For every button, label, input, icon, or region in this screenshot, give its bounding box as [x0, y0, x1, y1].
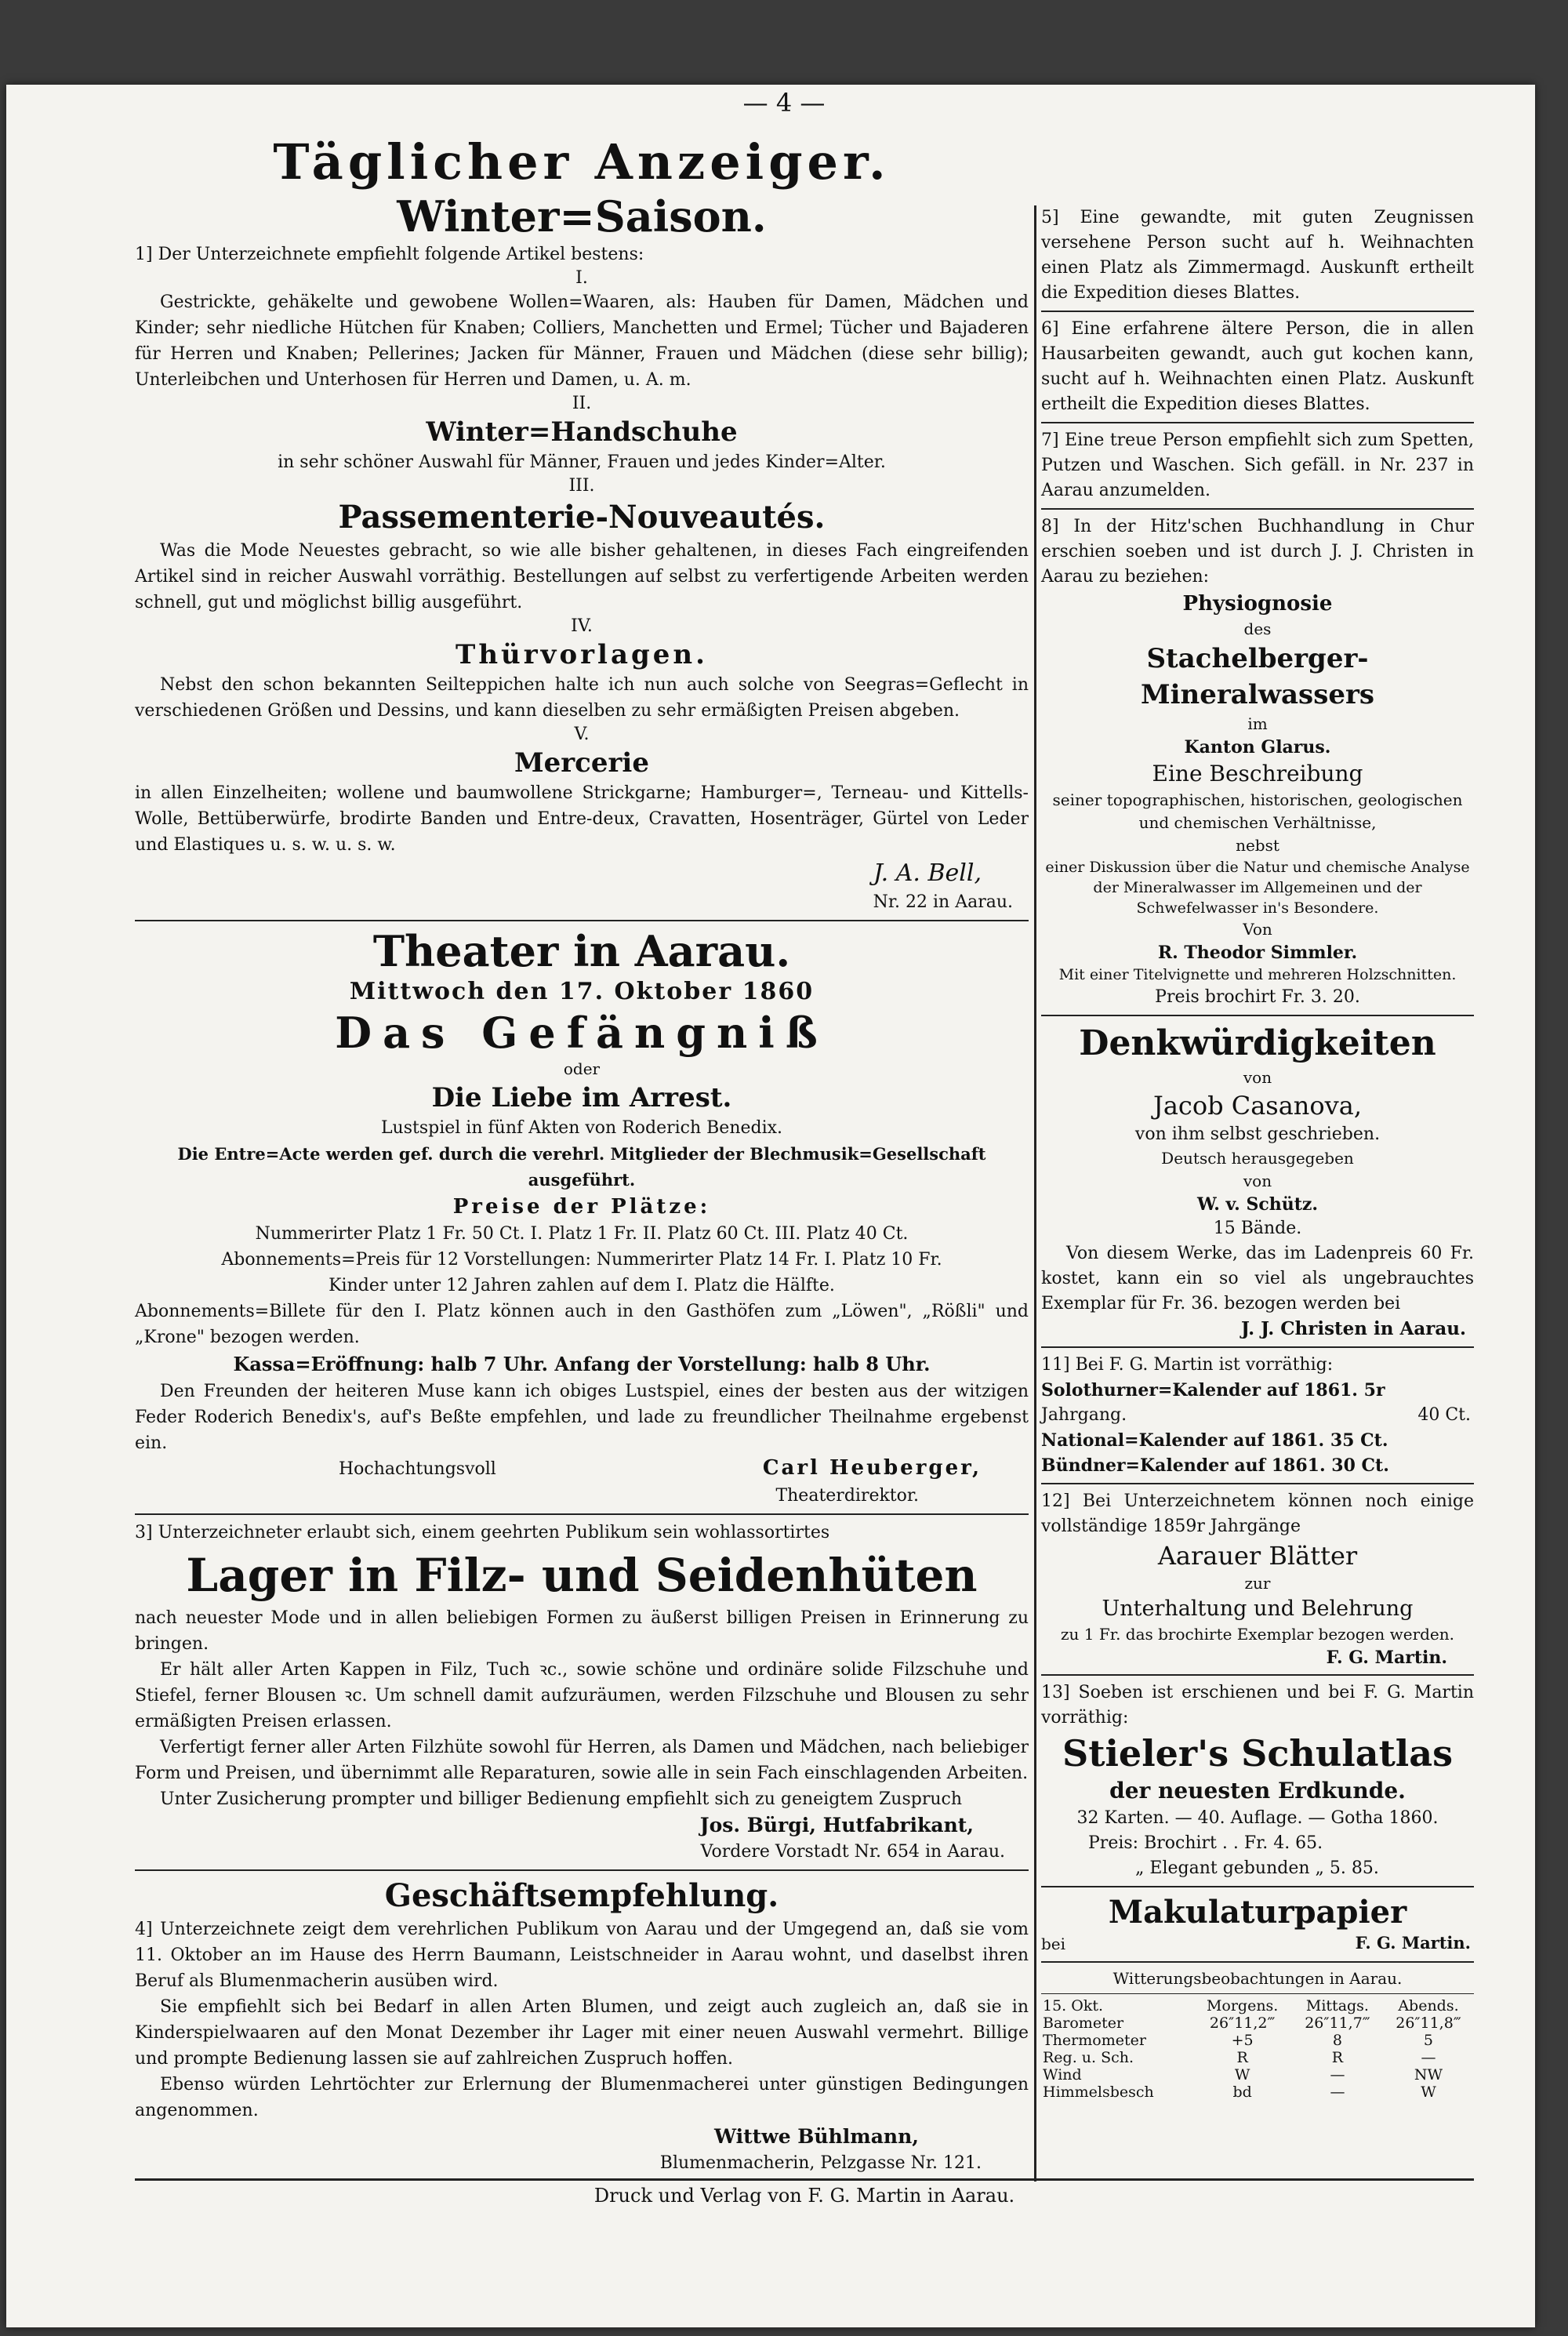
ad1-s2-num: II. — [572, 394, 592, 413]
ad9-von: von — [1243, 1068, 1272, 1087]
weather-head-cell: Morgens. — [1206, 1997, 1279, 2014]
theater-kids: Kinder unter 12 Jahren zahlen auf dem I. Platz die Hälfte. — [328, 1276, 835, 1295]
ad9-vols: 15 Bände. — [1213, 1219, 1302, 1238]
weather-row — [1041, 2066, 1474, 2084]
ad13-title: Stieler's Schulatlas — [1062, 1732, 1453, 1775]
theater-prices-line: Nummerirter Platz 1 Fr. 50 Ct. I. Platz 1 Fr. II. Platz 60 Ct. III. Platz 40 Ct. — [255, 1224, 909, 1244]
ad1-intro: 1] Der Unterzeichnete empfiehlt folgende Artikel bestens: — [135, 245, 644, 264]
ad5-text: 5] Eine gewandte, mit guten Zeugnissen versehene Person sucht auf h. Weihnachten einen Platz als Zimmermagd. Auskunft ertheilt die Expedition dieses Blattes. — [1041, 208, 1474, 303]
weather-head-cell: Mittags. — [1305, 1997, 1369, 2014]
theater-billets: Abonnements=Billete für den I. Platz können auch in den Gasthöfen zum „Löwen", „Rößli" und „Krone" bezogen werden. — [135, 1302, 1029, 1347]
ad1-title: Winter=Saison. — [397, 191, 767, 242]
ad3-p2: Er hält aller Arten Kappen in Filz, Tuch ꝛc., sowie schöne und ordinäre solide Filzschuhe und Stiefel, ferner Blousen ꝛc. Um schnell damit aufzuräumen, werden Filzschuhe und Blousen zu sehr ermäßigten Preisen erlassen. — [135, 1660, 1029, 1731]
ad13-intro: 13] Soeben ist erschienen und bei F. G. Martin vorräthig: — [1041, 1683, 1474, 1727]
ad-schulatlas — [1041, 1680, 1474, 1881]
page-number: — 4 — — [742, 88, 826, 118]
ad4-addr: Blumenmacherin, Pelzgasse Nr. 121. — [659, 2153, 982, 2173]
ad8-price: Preis brochirt Fr. 3. 20. — [1155, 987, 1360, 1007]
ad4-p3: Ebenso würden Lehrtöchter zur Erlernung der Blumenmacherei unter günstigen Bedingungen angenommen. — [135, 2075, 1029, 2120]
weather-label: Reg. u. Sch. — [1043, 2049, 1134, 2066]
ad3-addr: Vordere Vorstadt Nr. 654 in Aarau. — [700, 1842, 1005, 1862]
left-column — [135, 133, 1029, 2176]
theater-signature: Carl Heuberger, — [762, 1456, 982, 1480]
ad9-editor: W. v. Schütz. — [1196, 1194, 1319, 1215]
ad13-edition: 32 Karten. — 40. Auflage. — Gotha 1860. — [1076, 1808, 1439, 1828]
ad1-s3-num: III. — [568, 476, 595, 496]
ad8-t3: Kanton Glarus. — [1184, 737, 1331, 757]
divider — [1041, 1993, 1474, 1994]
weather-value: R — [1331, 2049, 1344, 2066]
weather-row — [1041, 2049, 1474, 2066]
ad3-p3: Verfertigt ferner aller Arten Filzhüte sowohl für Herren, als Damen und Mädchen, nach beliebiger Form und Preisen, und übernimmt alle Reparaturen, sowie alle in sein Fach einschlagenden Arbeiten. — [135, 1738, 1029, 1783]
ad-theater — [135, 926, 1029, 1509]
theater-kassa: Kassa=Eröffnung: halb 7 Uhr. Anfang der Vorstellung: halb 8 Uhr. — [233, 1353, 931, 1375]
ad11-l1-row — [1041, 1403, 1474, 1428]
theater-prices-title: Preise der Plätze: — [452, 1195, 711, 1219]
ad12-sig: F. G. Martin. — [1326, 1648, 1447, 1668]
weather-label: Barometer — [1043, 2014, 1124, 2032]
ad-hats — [135, 1520, 1029, 1865]
theater-sign-row — [135, 1456, 1029, 1483]
theater-genre: Lustspiel in fünf Akten von Roderich Benedix. — [380, 1118, 783, 1138]
ad-geschaeft — [135, 1876, 1029, 2176]
theater-text: Den Freunden der heiteren Muse kann ich obiges Lustspiel, eines der besten aus der witzigen Feder Roderich Benedix's, auf's Beßte empfehlen, und lade zu freundlicher Theilnahme ergebenst ein. — [135, 1382, 1029, 1453]
divider — [1041, 311, 1474, 312]
ad4-p1: 4] Unterzeichnete zeigt dem verehrlichen Publikum von Aarau und der Umgegend an, daß sie vom 11. Oktober an im Hause des Herrn Baumann, Leistschneider in Aarau wohnt, und daselbst ihren Beruf als Blumenmacherin ausüben wird. — [135, 1920, 1029, 1991]
ad3-p1: nach neuester Mode und in allen beliebigen Formen zu äußerst billigen Preisen in Erinnerung zu bringen. — [135, 1608, 1029, 1654]
weather-value: 26″11,8‴ — [1396, 2014, 1461, 2032]
theater-abo-line: Abonnements=Preis für 12 Vorstellungen: Nummerirter Platz 14 Fr. I. Platz 10 Fr. — [221, 1250, 942, 1270]
bottom-rule — [135, 2178, 1474, 2181]
ad9-by: von ihm selbst geschrieben. — [1134, 1124, 1381, 1144]
ad7-text: 7] Eine treue Person empfiehlt sich zum Spetten, Putzen und Waschen. Sich gefäll. in Nr. 237 in Aarau anzumelden. — [1041, 431, 1474, 500]
theater-play: Das Gefängniß — [335, 1008, 829, 1058]
ad12-title: Aarauer Blätter — [1157, 1541, 1358, 1571]
divider — [135, 1869, 1029, 1871]
ad1-s2-text: in sehr schöner Auswahl für Männer, Frauen und jedes Kinder=Alter. — [278, 452, 886, 472]
ad6-text: 6] Eine erfahrene ältere Person, die in allen Hausarbeiten gewandt, auch gut kochen kann, sucht auf h. Weihnachten einen Platz. Auskunft ertheilt die Expedition dieses Blattes. — [1041, 319, 1474, 414]
ad11-l3: Bündner=Kalender auf 1861. 30 Ct. — [1041, 1455, 1389, 1476]
ad14-row — [1041, 1933, 1474, 1956]
ad-makulatur — [1041, 1892, 1474, 1956]
ad13-price1: Preis: Brochirt . . Fr. 4. 65. — [1088, 1833, 1323, 1853]
theater-greeting: Hochachtungsvoll — [339, 1459, 496, 1479]
ad8-extra: Mit einer Titelvignette und mehreren Holzschnitten. — [1058, 966, 1457, 983]
ad-winter-saison — [135, 191, 1029, 915]
divider — [135, 920, 1029, 921]
ad1-s1-num: I. — [575, 268, 588, 288]
divider — [135, 1513, 1029, 1515]
ad1-s3-text: Was die Mode Neuestes gebracht, so wie alle bisher gehaltenen, in dieses Fach eingreifenden Artikel sind in reicher Auswahl vorräthig. Bestellungen auf selbst zu verfertigende Arbeiten werden schnell, gut und möglichst billig ausgeführt. — [135, 541, 1029, 612]
weather-row — [1041, 2032, 1474, 2049]
ad8-t6: einer Diskussion über die Natur und chemische Analyse der Mineralwasser im Allgemeinen und der Schwefelwasser in's Besondere. — [1045, 859, 1470, 917]
weather-label: Himmelsbesch — [1043, 2084, 1154, 2101]
divider — [1041, 1015, 1474, 1016]
ad1-s5-text: in allen Einzelheiten; wollene und baumwollene Strickgarne; Hamburger=, Terneau- und Kittells-Wolle, Bettüberwürfe, brodirte Banden und Entre-deux, Cravatten, Hosenträger, Gürtel von Leder und Elastiques u. s. w. u. s. w. — [135, 783, 1029, 855]
weather-head-cell: 15. Okt. — [1043, 1997, 1104, 2014]
weather-value: — — [1330, 2066, 1345, 2084]
divider — [1041, 508, 1474, 510]
weather-value: 5 — [1423, 2032, 1434, 2049]
ad1-s4-title: Thürvorlagen. — [456, 639, 708, 670]
masthead: Täglicher Anzeiger. — [273, 133, 891, 191]
ad1-signature: J. A. Bell, — [873, 859, 982, 887]
weather-value: bd — [1232, 2084, 1252, 2101]
ad1-signature-addr: Nr. 22 in Aarau. — [873, 892, 1013, 912]
ad8-im: im — [1247, 714, 1268, 733]
weather-value: 8 — [1332, 2032, 1342, 2049]
ad1-s5-title: Mercerie — [514, 747, 649, 779]
weather-head-cell: Abends. — [1398, 1997, 1459, 2014]
ad13-price2: „ Elegant gebunden „ 5. 85. — [1135, 1858, 1379, 1878]
weather-label: Wind — [1043, 2066, 1082, 2084]
ad11-l1c: 40 Ct. — [1417, 1405, 1471, 1425]
ad12-text: zu 1 Fr. das brochirte Exemplar bezogen werden. — [1060, 1625, 1455, 1644]
ad-kalender — [1041, 1353, 1474, 1478]
ad1-s5-num: V. — [574, 725, 590, 744]
weather-value: — — [1330, 2084, 1345, 2101]
ad12-zur: zur — [1244, 1574, 1271, 1593]
weather-value: +5 — [1231, 2032, 1254, 2049]
weather-value: W — [1234, 2066, 1250, 2084]
weather-value: W — [1421, 2084, 1436, 2101]
ad14-title: Makulaturpapier — [1108, 1894, 1407, 1931]
weather-box — [1041, 1967, 1474, 2101]
ad13-sub: der neuesten Erdkunde. — [1109, 1778, 1406, 1804]
theater-date: Mittwoch den 17. Oktober 1860 — [349, 978, 815, 1005]
ad4-signature: Wittwe Bühlmann, — [713, 2125, 919, 2148]
divider — [1041, 1961, 1474, 1963]
divider — [1041, 1674, 1474, 1676]
ad11-l2: National=Kalender auf 1861. 35 Ct. — [1041, 1430, 1388, 1451]
ad4-p2: Sie empfiehlt sich bei Bedarf in allen Arten Blumen, und zeigt auch zugleich an, daß sie in Kinderspielwaaren auf den Monat Dezember ihr Lager mit einer neuen Auswahl vermehrt. Billige und prompte Bedienung lassen sie auf zahlreichen Zuspruch hoffen. — [135, 1997, 1029, 2069]
ad8-t1: Physiognosie — [1182, 592, 1333, 616]
ad9-von2: von — [1243, 1172, 1272, 1190]
ad9-title: Denkwürdigkeiten — [1079, 1023, 1436, 1063]
ad9-sig: J. J. Christen in Aarau. — [1240, 1318, 1466, 1339]
right-column — [1041, 205, 1474, 2101]
divider — [1041, 1346, 1474, 1348]
theater-oder: oder — [563, 1059, 601, 1078]
imprint: Druck und Verlag von F. G. Martin in Aarau. — [593, 2185, 1015, 2207]
ad9-name: Jacob Casanova, — [1152, 1091, 1362, 1121]
ad8-von: Von — [1243, 920, 1272, 939]
ad3-p4: Unter Zusicherung prompter und billiger Bedienung empfiehlt sich zu geneigtem Zuspruch — [160, 1789, 963, 1809]
ad1-s2-title: Winter=Handschuhe — [426, 416, 738, 448]
weather-value: R — [1236, 2049, 1248, 2066]
ad8-t5: seiner topographischen, historischen, geologischen und chemischen Verhältnisse, — [1052, 790, 1463, 832]
weather-value: 26″11,2‴ — [1209, 2014, 1276, 2032]
weather-label: Thermometer — [1043, 2032, 1146, 2049]
column-rule — [1034, 205, 1036, 2182]
ad11-intro: 11] Bei F. G. Martin ist vorräthig: — [1041, 1355, 1334, 1375]
weather-row — [1041, 2014, 1474, 2032]
ad1-s4-text: Nebst den schon bekannten Seilteppichen halte ich nun auch solche von Seegras=Geflecht in verschiedenen Größen und Dessins, und kann dieselben zu sehr ermäßigten Preisen abgeben. — [135, 675, 1029, 721]
ad8-t2: Stachelberger-Mineralwassers — [1140, 643, 1375, 710]
weather-head-row — [1041, 1997, 1474, 2014]
ad1-s1-text: Gestrickte, gehäkelte und gewobene Wollen=Waaren, als: Hauben für Damen, Mädchen und Kinder; sehr niedliche Hütchen für Knaben; Colliers, Manchetten und Ermel; Tücher und Bajaderen für Herren und Knaben; Pellerines; Jacken für Männer, Frauen und Mädchen (diese sehr billig); Unterleibchen und Unterhosen für Herren und Damen, u. A. m. — [135, 292, 1029, 390]
weather-row — [1041, 2084, 1474, 2101]
ad-casanova — [1041, 1021, 1474, 1342]
ad12-intro: 12] Bei Unterzeichnetem können noch einige vollständige 1859r Jahrgänge — [1041, 1491, 1474, 1536]
ad-aarauer-blaetter — [1041, 1489, 1474, 1669]
weather-title: Witterungsbeobachtungen in Aarau. — [1112, 1969, 1403, 1988]
theater-role: Theaterdirektor. — [775, 1486, 919, 1506]
divider — [1041, 1886, 1474, 1887]
theater-title: Theater in Aarau. — [372, 926, 791, 976]
ad3-intro: 3] Unterzeichneter erlaubt sich, einem geehrten Publikum sein wohlassortirtes — [135, 1523, 830, 1542]
ad11-l1b: Jahrgang. — [1041, 1405, 1127, 1425]
ad14-bei: bei — [1041, 1935, 1066, 1953]
ad1-s3-title: Passementerie-Nouveautés. — [338, 499, 826, 536]
theater-subtitle: Die Liebe im Arrest. — [431, 1082, 732, 1114]
divider — [1041, 1483, 1474, 1484]
ad-physiognosie — [1041, 514, 1474, 1010]
weather-value: 26″11,7‴ — [1305, 2014, 1370, 2032]
ad14-sig: F. G. Martin. — [1355, 1933, 1471, 1953]
ad12-sub: Unterhaltung und Belehrung — [1102, 1597, 1414, 1621]
ad8-intro: 8] In der Hitz'schen Buchhandlung in Chur erschien soeben und ist durch J. J. Christen in Aarau zu beziehen: — [1041, 517, 1474, 587]
ad1-s4-num: IV. — [571, 616, 593, 636]
ad3-signature: Jos. Bürgi, Hutfabrikant, — [699, 1814, 974, 1836]
divider — [1041, 422, 1474, 423]
ad11-l1a: Solothurner=Kalender auf 1861. 5r — [1041, 1380, 1385, 1401]
ad3-title: Lager in Filz- und Seidenhüten — [186, 1549, 978, 1602]
weather-value: NW — [1414, 2066, 1443, 2084]
ad9-text: Von diesem Werke, das im Ladenpreis 60 Fr. kostet, kann ein so viel als ungebrauchtes Exemplar für Fr. 36. bezogen werden bei — [1041, 1244, 1474, 1313]
ad8-author: R. Theodor Simmler. — [1157, 943, 1358, 963]
theater-entre: Die Entre=Acte werden gef. durch die verehrl. Mitglieder der Blechmusik=Gesellschaft ausgeführt. — [177, 1144, 986, 1190]
ad8-des: des — [1243, 619, 1272, 638]
ad9-ed: Deutsch herausgegeben — [1161, 1149, 1354, 1168]
weather-value: — — [1421, 2049, 1436, 2066]
ad8-nebst: nebst — [1236, 836, 1279, 855]
ad8-t4: Eine Beschreibung — [1152, 761, 1363, 787]
ad4-title: Geschäftsempfehlung. — [384, 1877, 779, 1914]
weather-table — [1041, 1997, 1474, 2101]
